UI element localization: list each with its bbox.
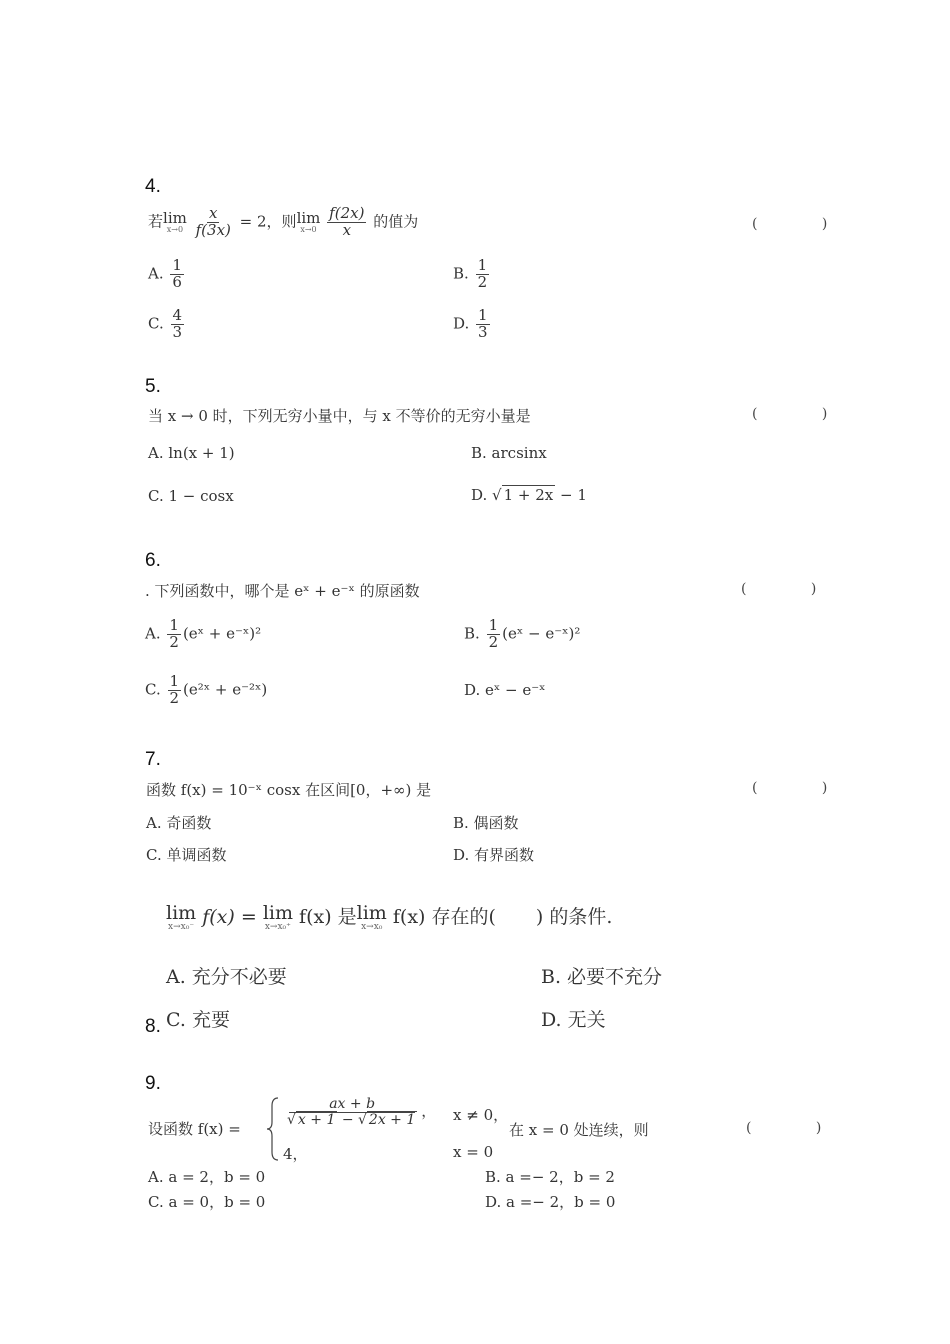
option-c: C. 1 − cosx [148, 487, 234, 505]
piecewise-case-1: $\frac{ax + b}{√ x + 1 - √ 2x + 1}$ ， [287, 1096, 437, 1128]
stem-suffix: 的值为 [373, 212, 419, 231]
question-9-suffix: 在 x = 0 处连续，则 [509, 1121, 649, 1139]
option-b: B. 偶函数 [453, 814, 519, 832]
answer-paren: ( ) [752, 406, 858, 422]
question-4-number: 4. [145, 176, 161, 197]
question-5-number: 5. [145, 376, 161, 397]
option-b: B. $\frac{1}{2}$ (eˣ − e⁻ˣ)² [464, 616, 581, 651]
question-5-stem: 当 x → 0 时，下列无穷小量中，与 x 不等价的无穷小量是 [148, 407, 531, 425]
option-d: D. 无关 [541, 1009, 606, 1031]
stem-prefix: 若 [148, 212, 164, 231]
option-c: C. $\frac{4}{3}$ [148, 306, 183, 341]
question-8-stem: lim x→x₀⁻ f(x) = lim x→x₀⁺ f(x) 是 lim x→x₀ f(x) 存在的( ) 的条件. [166, 902, 613, 932]
option-c: C. 充要 [166, 1009, 230, 1031]
option-a: A. ln(x + 1) [148, 444, 235, 462]
limit-operator: lim x→0 [296, 208, 321, 234]
option-b: B. $\frac{1}{2}$ [453, 256, 488, 291]
piecewise-case-2: 4， [283, 1145, 308, 1163]
limit-operator: lim x→x₀⁺ [262, 902, 293, 932]
option-a: A. a = 2，b = 0 [148, 1168, 266, 1186]
option-d: D. √ 1 + 2x − 1 [471, 486, 587, 504]
question-9-prefix: 设函数 f(x) = [148, 1120, 241, 1138]
option-b: B. a =− 2，b = 2 [485, 1168, 615, 1186]
option-a: A. 充分不必要 [166, 966, 287, 988]
question-7-number: 7. [145, 749, 161, 770]
option-a: A. 奇函数 [146, 814, 212, 832]
question-4-stem [148, 206, 418, 239]
answer-paren: ( ) [741, 581, 847, 597]
fraction: $\frac{x}{f(3x)}$ [195, 204, 231, 239]
answer-paren: ( ) [752, 216, 858, 232]
question-8-number: 8. [145, 1016, 161, 1037]
limit-operator: lim x→x₀ [356, 902, 387, 932]
question-9-number: 9. [145, 1073, 161, 1094]
option-d: D. eˣ − e⁻ˣ [464, 681, 546, 699]
case-2-condition: x = 0 [453, 1143, 494, 1161]
option-c: C. a = 0，b = 0 [148, 1193, 266, 1211]
option-b: B. 必要不充分 [541, 966, 663, 988]
option-c: C. 单调函数 [146, 846, 227, 864]
question-6-number: 6. [145, 550, 161, 571]
answer-paren: ( ) [746, 1120, 852, 1136]
sqrt-icon: √ [492, 486, 502, 504]
option-b: B. arcsinx [471, 444, 547, 462]
option-c: C. $\frac{1}{2}$ (e²ˣ + e⁻²ˣ) [145, 672, 268, 707]
question-7-stem: 函数 f(x) = 10⁻ˣ cosx 在区间[0，+∞) 是 [146, 781, 432, 799]
sqrt-icon: √ [358, 1111, 367, 1128]
case-1-condition: x ≠ 0， [453, 1106, 509, 1124]
limit-operator: lim x→x₀⁻ [166, 902, 197, 932]
limit-operator: lim x→0 [163, 208, 187, 234]
option-a: A. $\frac{1}{2}$ (eˣ + e⁻ˣ)² [145, 616, 262, 651]
option-a: A. $\frac{1}{6}$ [148, 256, 182, 291]
fraction: $\frac{f(2x)}{x}$ [329, 204, 365, 239]
option-d: D. $\frac{1}{3}$ [453, 306, 488, 341]
option-d: D. a =− 2，b = 0 [485, 1193, 616, 1211]
stem-mid: = 2，则 [239, 212, 297, 231]
sqrt-icon: √ [287, 1111, 296, 1128]
left-brace-icon [266, 1096, 280, 1162]
question-6-stem: . 下列函数中，哪个是 eˣ + e⁻ˣ 的原函数 [145, 582, 420, 600]
answer-paren: ( ) [752, 780, 858, 796]
option-d: D. 有界函数 [453, 846, 535, 864]
